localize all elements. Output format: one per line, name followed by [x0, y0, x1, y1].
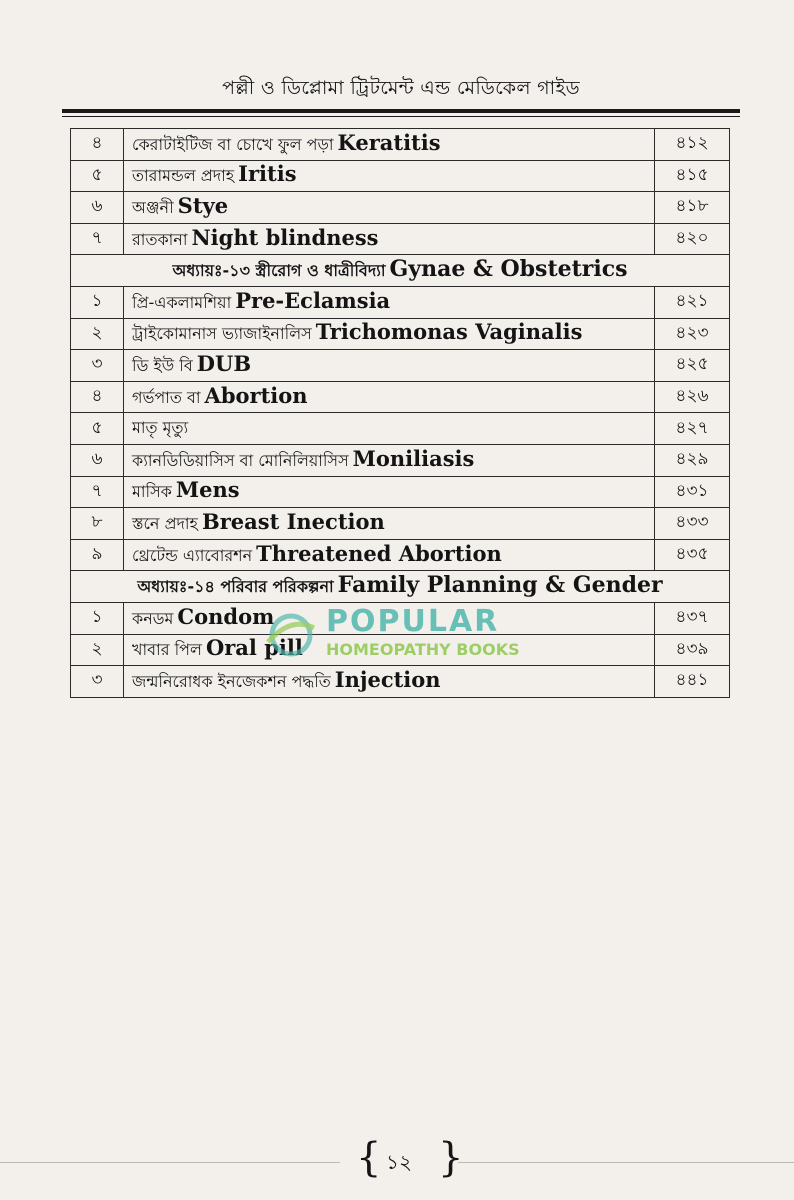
entry-page-number: ৪১৮: [655, 192, 730, 224]
entry-title-english: Trichomonas Vaginalis: [315, 319, 583, 345]
entry-title: [124, 286, 655, 318]
entry-number: ৬: [71, 444, 124, 476]
entry-page-number: ৪৪১: [655, 666, 730, 698]
entry-title-bengali: জন্মনিরোধক ইনজেকশন পদ্ধতি: [132, 671, 331, 691]
header-rule-thin: [62, 116, 740, 117]
entry-title-english: Iritis: [238, 161, 297, 187]
entry-number: ৮: [71, 508, 124, 540]
entry-number: ১: [71, 286, 124, 318]
chapter-title-english: Gynae & Obstetrics: [389, 256, 628, 283]
publisher-watermark: [262, 604, 562, 666]
entry-title: [124, 192, 655, 224]
entry-title-bengali: কনডম: [132, 608, 174, 628]
entry-title-bengali: মাতৃ মৃত্যু: [132, 418, 189, 438]
toc-entry-row: [71, 286, 730, 318]
entry-title: [124, 318, 655, 350]
entry-number: ৬: [71, 192, 124, 224]
entry-number: ৫: [71, 413, 124, 445]
entry-title-bengali: থ্রেটেন্ড এ্যাবোরশন: [132, 545, 253, 565]
entry-number: ৩: [71, 350, 124, 382]
entry-page-number: ৪২৭: [655, 413, 730, 445]
watermark-brand: POPULAR: [326, 604, 500, 639]
page-number-left-brace: {: [356, 1135, 382, 1181]
toc-entry-row: [71, 192, 730, 224]
entry-page-number: ৪২৫: [655, 350, 730, 382]
entry-page-number: ৪২০: [655, 223, 730, 255]
entry-title: [124, 223, 655, 255]
entry-number: ২: [71, 634, 124, 666]
entry-page-number: ৪২৯: [655, 444, 730, 476]
entry-title: [124, 508, 655, 540]
chapter-title-english: Family Planning & Gender: [337, 572, 663, 599]
entry-page-number: ৪৩৯: [655, 634, 730, 666]
entry-title: [124, 160, 655, 192]
chapter-heading: [71, 571, 730, 603]
entry-title: [124, 350, 655, 382]
entry-title-bengali: অঞ্জনী: [132, 197, 174, 217]
toc-entry-row: [71, 129, 730, 161]
header-rule-thick: [62, 109, 740, 113]
entry-number: ৭: [71, 476, 124, 508]
chapter-heading-row: [71, 571, 730, 603]
entry-number: ৭: [71, 223, 124, 255]
entry-number: ৯: [71, 539, 124, 571]
entry-title-english: Pre-Eclamsia: [235, 287, 391, 313]
footer-rule-right: [458, 1162, 794, 1163]
entry-page-number: ৪৩৩: [655, 508, 730, 540]
chapter-heading: [71, 255, 730, 287]
page-number-right-brace: }: [438, 1135, 464, 1181]
entry-title-bengali: কেরাটাইটিজ বা চোখে ফুল পড়া: [132, 134, 334, 154]
toc-entry-row: [71, 318, 730, 350]
entry-title-english: Breast Inection: [201, 508, 385, 534]
entry-title-english: Night blindness: [191, 224, 379, 250]
entry-title-english: Moniliasis: [352, 445, 475, 471]
entry-title: [124, 476, 655, 508]
entry-title-english: Stye: [177, 192, 229, 218]
chapter-heading-row: [71, 255, 730, 287]
toc-entry-row: [71, 413, 730, 445]
toc-entry-row: [71, 666, 730, 698]
entry-number: ৩: [71, 666, 124, 698]
entry-title-bengali: গর্ভপাত বা: [132, 387, 201, 407]
toc-entry-row: [71, 444, 730, 476]
entry-title: [124, 444, 655, 476]
toc-entry-row: [71, 381, 730, 413]
entry-title-bengali: ট্রাইকোমানাস ভ্যাজাইনালিস: [132, 324, 312, 344]
toc-entry-row: [71, 160, 730, 192]
entry-title: [124, 666, 655, 698]
entry-page-number: ৪৩১: [655, 476, 730, 508]
entry-title-english: Mens: [175, 477, 240, 503]
entry-title-english: Keratitis: [337, 129, 441, 155]
entry-page-number: ৪৩৫: [655, 539, 730, 571]
entry-title-english: Injection: [334, 666, 441, 692]
toc-entry-row: [71, 539, 730, 571]
entry-title: [124, 381, 655, 413]
entry-title-english: Threatened Abortion: [256, 540, 502, 566]
entry-title-bengali: রাতকানা: [132, 229, 188, 249]
entry-title-bengali: তারামন্ডল প্রদাহ: [132, 166, 235, 186]
entry-title-bengali: মাসিক: [132, 482, 172, 502]
entry-page-number: ৪২৩: [655, 318, 730, 350]
entry-number: ৪: [71, 381, 124, 413]
entry-page-number: ৪২১: [655, 286, 730, 318]
page-number: ১২: [386, 1150, 412, 1174]
toc-entry-row: [71, 223, 730, 255]
toc-entry-row: [71, 476, 730, 508]
entry-number: ২: [71, 318, 124, 350]
entry-title-bengali: ক্যানডিডিয়াসিস বা মোনিলিয়াসিস: [132, 450, 349, 470]
watermark-logo-icon: [262, 608, 320, 662]
entry-page-number: ৪১২: [655, 129, 730, 161]
entry-number: ৫: [71, 160, 124, 192]
entry-title-english: Condom: [177, 603, 275, 629]
entry-title-bengali: প্রি-একলামশিয়া: [132, 292, 232, 312]
entry-page-number: ৪২৬: [655, 381, 730, 413]
toc-entry-row: [71, 508, 730, 540]
entry-number: ১: [71, 602, 124, 634]
entry-title-bengali: ডি ইউ বি: [132, 355, 193, 375]
entry-title-english: Abortion: [204, 382, 308, 408]
entry-title-bengali: স্তনে প্রদাহ: [132, 513, 198, 533]
toc-entry-row: [71, 350, 730, 382]
entry-title: [124, 539, 655, 571]
entry-title-bengali: খাবার পিল: [132, 640, 202, 660]
entry-title: [124, 413, 655, 445]
entry-page-number: ৪১৫: [655, 160, 730, 192]
entry-number: ৪: [71, 129, 124, 161]
entry-title: [124, 129, 655, 161]
entry-title-english: Oral pill: [205, 635, 303, 661]
chapter-title-bengali: অধ্যায়ঃ-১৪ পরিবার পরিকল্পনা: [137, 577, 334, 597]
chapter-title-bengali: অধ্যায়ঃ-১৩ স্ত্রীরোগ ও ধাত্রীবিদ্যা: [172, 261, 386, 281]
entry-page-number: ৪৩৭: [655, 602, 730, 634]
footer-rule-left: [0, 1162, 340, 1163]
entry-title-english: DUB: [196, 350, 252, 376]
running-header: পল্লী ও ডিপ্লোমা ট্রিটমেন্ট এন্ড মেডিকেল গাইড: [222, 77, 580, 99]
watermark-tagline: HOMEOPATHY BOOKS: [326, 640, 520, 659]
